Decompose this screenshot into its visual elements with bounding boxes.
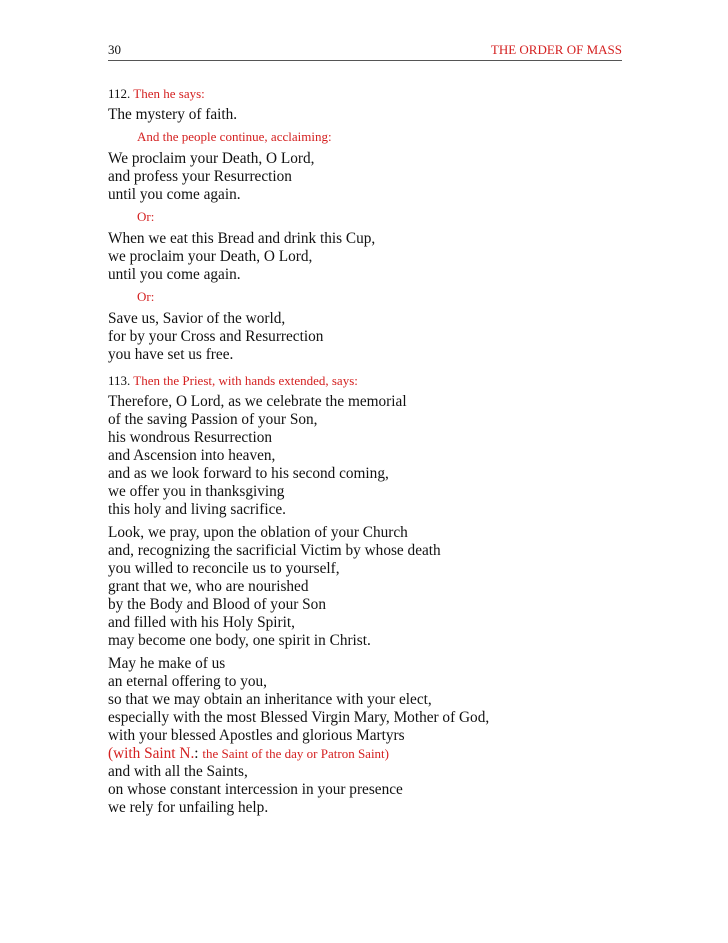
verse-line: and, recognizing the sacrificial Victim by whose death — [108, 542, 441, 559]
verse-line: and as we look forward to his second coming, — [108, 465, 389, 482]
verse-line: and filled with his Holy Spirit, — [108, 614, 295, 631]
verse-line: may become one body, one spirit in Christ. — [108, 632, 371, 649]
verse-line: Therefore, O Lord, as we celebrate the memorial — [108, 393, 407, 410]
verse-line: you have set us free. — [108, 346, 234, 363]
page-body — [108, 86, 628, 822]
or-rubric-1: Or: — [137, 209, 155, 224]
verse-line: by the Body and Blood of your Son — [108, 596, 326, 613]
people-rubric: And the people continue, acclaiming: — [137, 129, 332, 144]
verse-line: until you come again. — [108, 186, 241, 203]
rubric-text: Then he says: — [133, 86, 205, 101]
section-number: 112. — [108, 86, 131, 101]
verse-line: we offer you in thanksgiving — [108, 483, 285, 500]
running-title: THE ORDER OF MASS — [490, 42, 622, 57]
verse-line: especially with the most Blessed Virgin Mary, Mother of God, — [108, 709, 490, 726]
acclamation-1 — [108, 150, 628, 204]
page-number: 30 — [108, 42, 121, 57]
saint-n-placeholder: N. — [179, 745, 195, 762]
verse-line: grant that we, who are nourished — [108, 578, 309, 595]
verse-line: with your blessed Apostles and glorious Martyrs — [108, 727, 405, 744]
verse-line: of the saving Passion of your Son, — [108, 411, 318, 428]
mystery-of-faith — [108, 106, 628, 124]
or-rubric-2: Or: — [137, 289, 155, 304]
section-number: 113. — [108, 373, 131, 388]
verse-line: this holy and living sacrifice. — [108, 501, 286, 518]
verse-line: for by your Cross and Resurrection — [108, 328, 324, 345]
verse-line: his wondrous Resurrection — [108, 429, 272, 446]
saint-colon: : — [194, 745, 203, 762]
verse-line: on whose constant intercession in your presence — [108, 781, 403, 798]
verse-line: you willed to reconcile us to yourself, — [108, 560, 340, 577]
verse-line: an eternal offering to you, — [108, 673, 268, 690]
verse-line: When we eat this Bread and drink this Cup, — [108, 230, 376, 247]
page-header — [108, 40, 622, 61]
oblation-paragraph — [108, 524, 628, 650]
verse-line: and profess your Resurrection — [108, 168, 292, 185]
saint-rubric: the Saint of the day or Patron Saint) — [202, 746, 390, 761]
intercession-paragraph — [108, 655, 628, 817]
section-113-rubric — [108, 373, 628, 389]
verse-line: until you come again. — [108, 266, 241, 283]
rubric-text: Then the Priest, with hands extended, says: — [133, 373, 358, 388]
saint-line — [108, 745, 628, 763]
verse-line: May he make of us — [108, 655, 226, 672]
verse-line: The mystery of faith. — [108, 106, 238, 123]
verse-line: so that we may obtain an inheritance with your elect, — [108, 691, 432, 708]
verse-line: and Ascension into heaven, — [108, 447, 276, 464]
verse-line: we proclaim your Death, O Lord, — [108, 248, 313, 265]
verse-line: and with all the Saints, — [108, 763, 248, 780]
acclamation-3 — [108, 310, 628, 364]
section-112-rubric — [108, 86, 628, 102]
saint-open: (with Saint — [108, 745, 180, 762]
verse-line: we rely for unfailing help. — [108, 799, 269, 816]
acclamation-2 — [108, 230, 628, 284]
verse-line: Save us, Savior of the world, — [108, 310, 286, 327]
anamnesis-paragraph — [108, 393, 628, 519]
verse-line: Look, we pray, upon the oblation of your Church — [108, 524, 408, 541]
verse-line: We proclaim your Death, O Lord, — [108, 150, 315, 167]
